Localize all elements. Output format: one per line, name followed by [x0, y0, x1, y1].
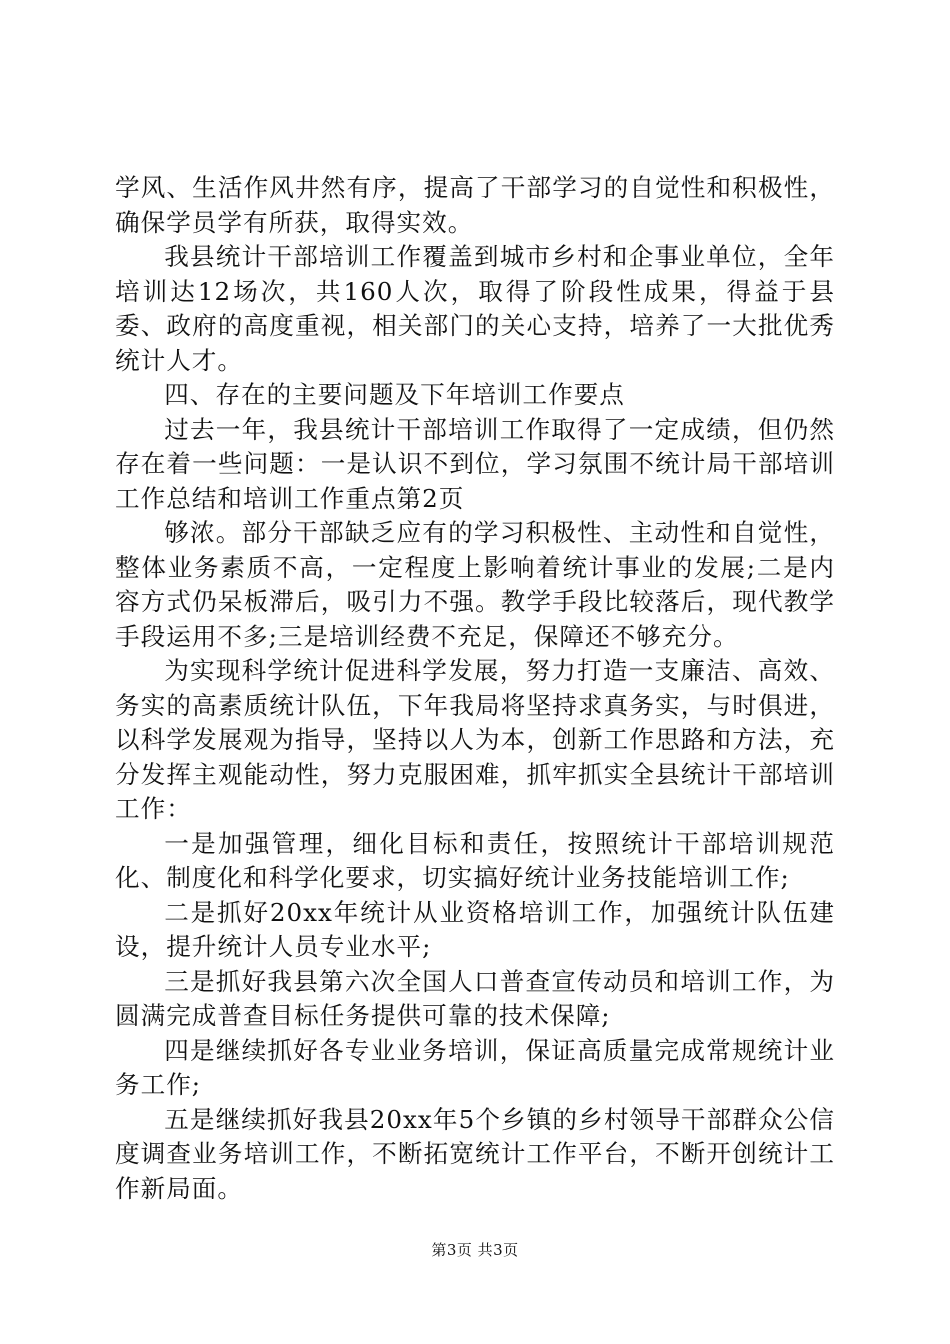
- plan-item-3: 三是抓好我县第六次全国人口普查宣传动员和培训工作，为圆满完成普查目标任务提供可靠的技术保障;: [115, 966, 835, 1030]
- plan-item-5: 五是继续抓好我县20xx年5个乡镇的乡村领导干部群众公信度调查业务培训工作，不断拓宽统计工作平台，不断开创统计工作新局面。: [115, 1104, 835, 1203]
- section-heading: 四、存在的主要问题及下年培训工作要点: [164, 380, 625, 409]
- paragraph-5: 为实现科学统计促进科学发展，努力打造一支廉洁、高效、务实的高素质统计队伍，下年我局将坚持求真务实，与时俱进，以科学发展观为指导，坚持以人为本，创新工作思路和方法，充分发挥主观能动性，努力克服困难，抓牢抓实全县统计干部培训工作：: [115, 656, 835, 823]
- paragraph-3: 过去一年，我县统计干部培训工作取得了一定成绩，但仍然存在着一些问题：一是认识不到位，学习氛围不统计局干部培训工作总结和培训工作重点第2页: [115, 414, 835, 513]
- plan-item-4: 四是继续抓好各专业业务培训，保证高质量完成常规统计业务工作;: [115, 1035, 835, 1099]
- paragraph-1: 学风、生活作风井然有序，提高了干部学习的自觉性和积极性，确保学员学有所获，取得实效。: [115, 173, 835, 237]
- document-body: [115, 171, 835, 1206]
- paragraph-2: 我县统计干部培训工作覆盖到城市乡村和企事业单位，全年培训达12场次，共160人次，取得了阶段性成果，得益于县委、政府的高度重视，相关部门的关心支持，培养了一大批优秀统计人才。: [115, 242, 835, 375]
- plan-item-1: 一是加强管理，细化目标和责任，按照统计干部培训规范化、制度化和科学化要求，切实搞好统计业务技能培训工作;: [115, 828, 835, 892]
- paragraph-4: 够浓。部分干部缺乏应有的学习积极性、主动性和自觉性，整体业务素质不高，一定程度上影响着统计事业的发展;二是内容方式仍呆板滞后，吸引力不强。教学手段比较落后，现代教学手段运用不多;三是培训经费不充足，保障还不够充分。: [115, 518, 835, 651]
- plan-item-2: 二是抓好20xx年统计从业资格培训工作，加强统计队伍建设，提升统计人员专业水平;: [115, 897, 835, 961]
- page-footer: 第3页 共3页: [431, 1241, 519, 1259]
